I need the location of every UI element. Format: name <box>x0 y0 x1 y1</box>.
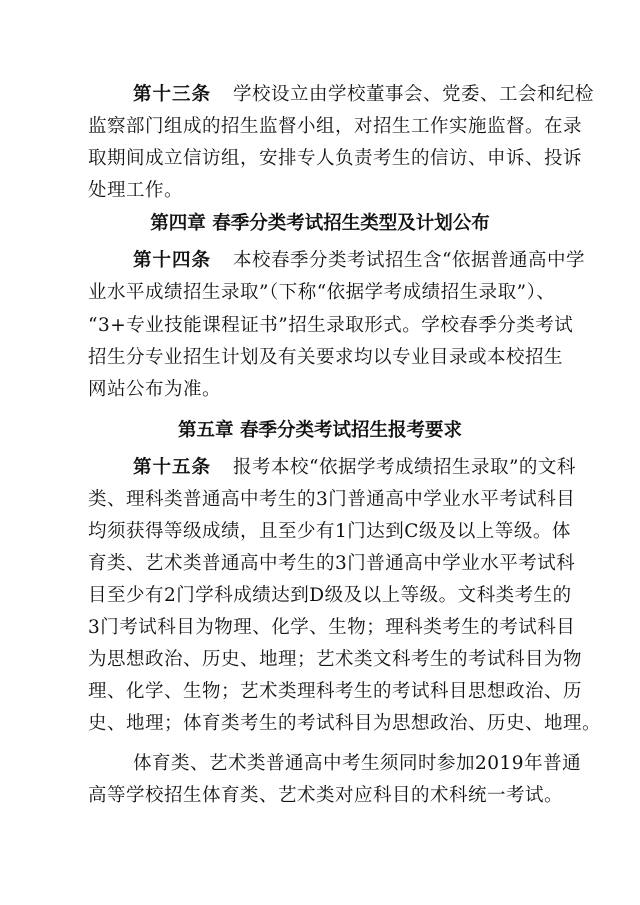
sports-line-2: 高等学校招生体育类、艺术类对应科目的术科统一考试。 <box>88 785 564 806</box>
art14-text-1: 本校春季分类考试招生含“依据普通高中学 <box>233 250 585 271</box>
chapter5-heading: 第五章 春季分类考试招生报考要求 <box>178 420 462 441</box>
art14-label: 第十四条 <box>133 250 212 271</box>
chapter4-heading: 第四章 春季分类考试招生类型及计划公布 <box>150 213 490 234</box>
art14-line-4: 招生分专业招生计划及有关要求均以专业目录或本校招生 <box>88 347 564 368</box>
art15-line-1 <box>133 457 576 479</box>
art13-line-4: 处理工作。 <box>88 180 184 201</box>
art14-line-1 <box>133 250 585 272</box>
art13-text-1: 学校设立由学校董事会、党委、工会和纪检 <box>233 84 595 105</box>
art15-line-5: 目至少有2门学科成绩达到D级及以上等级。文科类考生的 <box>88 585 572 606</box>
art13-label: 第十三条 <box>133 84 212 105</box>
sports-line-1: 体育类、艺术类普通高中考生须同时参加2019年普通 <box>133 753 582 774</box>
art15-line-6: 3门考试科目为物理、化学、生物；理科类考生的考试科目 <box>88 617 576 638</box>
art14-line-5: 网站公布为准。 <box>88 379 222 400</box>
art14-line-3: “3+专业技能课程证书”招生录取形式。学校春季分类考试 <box>88 315 574 336</box>
art15-text-1: 报考本校“依据学考成绩招生录取”的文科 <box>233 457 576 478</box>
art13-line-3: 取期间成立信访组，安排专人负责考生的信访、申诉、投诉 <box>88 148 583 169</box>
art15-line-7: 为思想政治、历史、地理；艺术类文科考生的考试科目为物 <box>88 649 583 670</box>
art15-line-9: 史、地理；体育类考生的考试科目为思想政治、历史、地理。 <box>88 713 602 734</box>
art15-line-4: 育类、艺术类普通高中考生的3门普通高中学业水平考试科 <box>88 553 576 574</box>
art15-line-8: 理、化学、生物；艺术类理科考生的考试科目思想政治、历 <box>88 681 583 702</box>
art14-line-2: 业水平成绩招生录取”（下称“依据学考成绩招生录取”）、 <box>88 282 556 303</box>
art15-line-2: 类、理科类普通高中考生的3门普通高中学业水平考试科目 <box>88 489 576 510</box>
art15-line-3: 均须获得等级成绩，且至少有1门达到C级及以上等级。体 <box>88 521 571 542</box>
art15-label: 第十五条 <box>133 457 212 478</box>
art13-line-1 <box>133 84 594 106</box>
art13-line-2: 监察部门组成的招生监督小组，对招生工作实施监督。在录 <box>88 116 583 137</box>
